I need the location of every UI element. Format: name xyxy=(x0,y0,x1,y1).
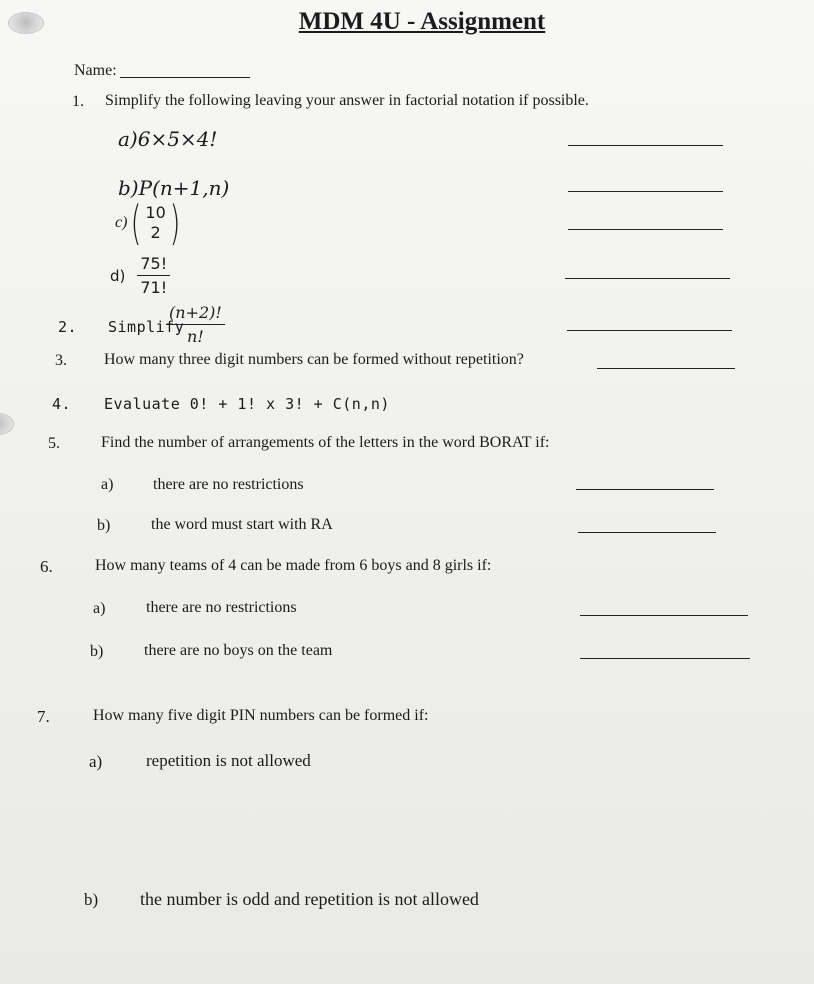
q6-a-text: there are no restrictions xyxy=(146,599,297,616)
q1c-bottom: 2 xyxy=(150,223,161,242)
q2-answer-line xyxy=(567,330,732,331)
q2-number: 2. xyxy=(58,318,78,336)
q1d-fraction xyxy=(137,254,170,297)
q7-b-label: b) xyxy=(84,890,99,909)
q6-a-label: a) xyxy=(93,600,106,617)
q1c-answer-line xyxy=(568,229,723,230)
q6-b-label: b) xyxy=(90,643,104,660)
q1d-denominator: 71! xyxy=(140,278,168,297)
q7-a-label: a) xyxy=(89,752,103,771)
q5-b-label: b) xyxy=(97,517,111,534)
q1d-answer-line xyxy=(565,278,730,279)
q1-part-b: b)P(n+1,n) xyxy=(118,176,230,200)
q1c-binomial: ( 10 2 ) xyxy=(131,196,181,250)
name-answer-line xyxy=(120,77,250,78)
q1d-numerator: 75! xyxy=(137,254,170,276)
name-label: Name: xyxy=(74,62,117,79)
q5-a-label: a) xyxy=(101,476,114,493)
q1-part-d xyxy=(110,254,170,297)
q2-denominator: n! xyxy=(187,327,204,346)
q6-text: How many teams of 4 can be made from 6 boys and 8 girls if: xyxy=(95,557,492,574)
q4-number: 4. xyxy=(52,395,72,413)
q7-b-text: the number is odd and repetition is not allowed xyxy=(140,889,479,909)
q7-text: How many five digit PIN numbers can be formed if: xyxy=(93,707,429,724)
q1d-label: d) xyxy=(110,266,126,285)
q5b-answer-line xyxy=(578,532,716,533)
punch-hole-middle xyxy=(0,413,14,435)
q5-b-text: the word must start with RA xyxy=(151,516,333,533)
q5-text: Find the number of arrangements of the letters in the word BORAT if: xyxy=(101,434,550,451)
q3-number: 3. xyxy=(55,352,67,369)
q6-number: 6. xyxy=(40,557,53,576)
q3-text: How many three digit numbers can be formed without repetition? xyxy=(104,351,524,368)
q1c-top: 10 xyxy=(145,203,166,222)
q1-part-a: a)6×5×4! xyxy=(118,127,218,151)
q5-a-text: there are no restrictions xyxy=(153,476,304,493)
q1-number: 1. xyxy=(72,93,84,110)
q1c-label: c) xyxy=(115,214,128,231)
q5a-answer-line xyxy=(576,489,714,490)
page-title: MDM 4U - Assignment xyxy=(298,8,546,35)
q3-answer-line xyxy=(597,368,735,369)
q6a-answer-line xyxy=(580,615,748,616)
q2-numerator: (n+2)! xyxy=(166,303,225,325)
q1-part-c xyxy=(115,196,184,250)
q7-number: 7. xyxy=(37,707,50,726)
q6b-answer-line xyxy=(580,658,750,659)
q4-text: Evaluate 0! + 1! x 3! + C(n,n) xyxy=(104,395,390,413)
q2-fraction xyxy=(166,303,225,346)
q6-b-text: there are no boys on the team xyxy=(144,642,333,659)
q1a-answer-line xyxy=(568,145,723,146)
q7-a-text: repetition is not allowed xyxy=(146,751,311,770)
q2-text: Simplify xyxy=(108,318,185,336)
q5-number: 5. xyxy=(48,435,60,452)
q1b-answer-line xyxy=(568,191,723,192)
q1-text: Simplify the following leaving your answer in factorial notation if possible. xyxy=(105,92,589,109)
